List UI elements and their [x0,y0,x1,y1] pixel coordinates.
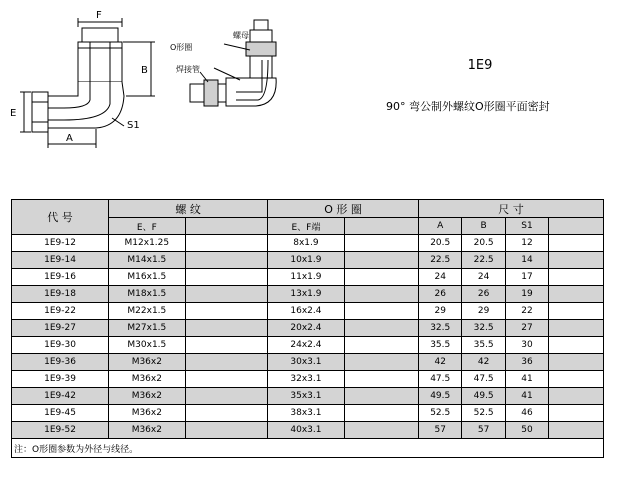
row-blank [549,252,604,269]
table-note: 注：O形圈参数为外径与线径。 [12,439,604,458]
row-blank [185,269,268,286]
row-blank [185,252,268,269]
header-thread-sub: E、F [109,218,185,235]
table-row [12,269,604,286]
row-b: 52.5 [462,405,505,422]
row-oring: 24x2.4 [268,337,344,354]
row-blank [344,371,418,388]
table-row [12,252,604,269]
row-blank [185,422,268,439]
row-s1: 17 [505,269,548,286]
product-code: 1E9 [467,58,493,73]
row-b: 49.5 [462,388,505,405]
row-thread: M22x1.5 [109,303,185,320]
row-code: 1E9-12 [12,235,109,252]
row-oring: 38x3.1 [268,405,344,422]
row-code: 1E9-36 [12,354,109,371]
callout-nut: 螺母 [233,31,249,40]
row-s1: 50 [505,422,548,439]
row-b: 22.5 [462,252,505,269]
row-blank [185,371,268,388]
row-code: 1E9-42 [12,388,109,405]
row-b: 29 [462,303,505,320]
row-blank [185,303,268,320]
row-s1: 27 [505,320,548,337]
header-oring: O 形 圈 [268,200,419,218]
row-blank [185,235,268,252]
row-a: 35.5 [419,337,462,354]
row-a: 47.5 [419,371,462,388]
row-blank [344,269,418,286]
row-oring: 13x1.9 [268,286,344,303]
row-oring: 40x3.1 [268,422,344,439]
header-b: B [462,218,505,235]
dim-label-f: F [96,10,102,21]
row-blank [344,303,418,320]
row-thread: M14x1.5 [109,252,185,269]
table-row [12,286,604,303]
row-a: 20.5 [419,235,462,252]
fitting-drawing [0,0,621,190]
row-s1: 41 [505,371,548,388]
row-oring: 16x2.4 [268,303,344,320]
dim-label-a: A [66,133,73,144]
header-oring-blank [344,218,418,235]
row-code: 1E9-45 [12,405,109,422]
row-oring: 32x3.1 [268,371,344,388]
row-b: 42 [462,354,505,371]
row-code: 1E9-27 [12,320,109,337]
header-thread: 螺 纹 [109,200,268,218]
table-row [12,320,604,337]
row-blank [185,405,268,422]
row-thread: M18x1.5 [109,286,185,303]
row-blank [549,388,604,405]
row-code: 1E9-30 [12,337,109,354]
header-code: 代 号 [12,200,109,235]
product-description: 90° 弯公制外螺纹O形圈平面密封 [386,100,550,113]
row-a: 42 [419,354,462,371]
table-row [12,354,604,371]
row-oring: 10x1.9 [268,252,344,269]
row-thread: M36x2 [109,405,185,422]
row-blank [344,388,418,405]
row-s1: 46 [505,405,548,422]
row-blank [549,235,604,252]
row-blank [185,388,268,405]
row-thread: M36x2 [109,388,185,405]
row-b: 26 [462,286,505,303]
row-b: 20.5 [462,235,505,252]
row-thread: M30x1.5 [109,337,185,354]
row-blank [344,354,418,371]
row-blank [549,371,604,388]
row-oring: 11x1.9 [268,269,344,286]
header-s1: S1 [505,218,548,235]
row-a: 22.5 [419,252,462,269]
row-oring: 30x3.1 [268,354,344,371]
table-row [12,235,604,252]
row-blank [549,269,604,286]
row-thread: M16x1.5 [109,269,185,286]
row-thread: M36x2 [109,422,185,439]
callout-weld-pipe: 焊接管 [176,65,200,74]
row-thread: M27x1.5 [109,320,185,337]
row-thread: M36x2 [109,354,185,371]
header-size: 尺 寸 [419,200,604,218]
row-thread: M12x1.25 [109,235,185,252]
header-size-blank [549,218,604,235]
row-oring: 8x1.9 [268,235,344,252]
row-blank [549,286,604,303]
dim-label-s1: S1 [127,120,140,131]
row-code: 1E9-18 [12,286,109,303]
row-a: 57 [419,422,462,439]
row-blank [549,303,604,320]
row-blank [344,422,418,439]
row-blank [185,286,268,303]
row-b: 32.5 [462,320,505,337]
row-blank [549,337,604,354]
row-a: 32.5 [419,320,462,337]
dim-label-b: B [141,65,148,76]
row-a: 24 [419,269,462,286]
row-blank [344,405,418,422]
row-b: 24 [462,269,505,286]
row-s1: 19 [505,286,548,303]
table-row [12,303,604,320]
row-s1: 12 [505,235,548,252]
row-blank [549,405,604,422]
row-a: 26 [419,286,462,303]
row-s1: 30 [505,337,548,354]
row-blank [549,354,604,371]
row-blank [344,286,418,303]
row-blank [549,320,604,337]
row-b: 47.5 [462,371,505,388]
row-code: 1E9-14 [12,252,109,269]
row-oring: 20x2.4 [268,320,344,337]
row-blank [344,337,418,354]
row-a: 29 [419,303,462,320]
row-thread: M36x2 [109,371,185,388]
row-a: 49.5 [419,388,462,405]
table-row [12,371,604,388]
row-blank [185,320,268,337]
header-oring-sub: E、F端 [268,218,344,235]
row-code: 1E9-16 [12,269,109,286]
dim-label-e: E [10,108,17,119]
table-row [12,388,604,405]
row-blank [185,354,268,371]
row-s1: 41 [505,388,548,405]
header-a: A [419,218,462,235]
row-b: 57 [462,422,505,439]
row-a: 52.5 [419,405,462,422]
row-s1: 36 [505,354,548,371]
row-b: 35.5 [462,337,505,354]
row-code: 1E9-22 [12,303,109,320]
row-oring: 35x3.1 [268,388,344,405]
row-blank [185,337,268,354]
row-blank [344,235,418,252]
row-s1: 22 [505,303,548,320]
spec-table [11,199,604,458]
header-thread-blank [185,218,268,235]
callout-oring: O形圈 [170,43,193,52]
row-blank [344,252,418,269]
table-row [12,422,604,439]
row-code: 1E9-52 [12,422,109,439]
row-code: 1E9-39 [12,371,109,388]
table-row [12,405,604,422]
row-s1: 14 [505,252,548,269]
row-blank [344,320,418,337]
table-row [12,337,604,354]
row-blank [549,422,604,439]
